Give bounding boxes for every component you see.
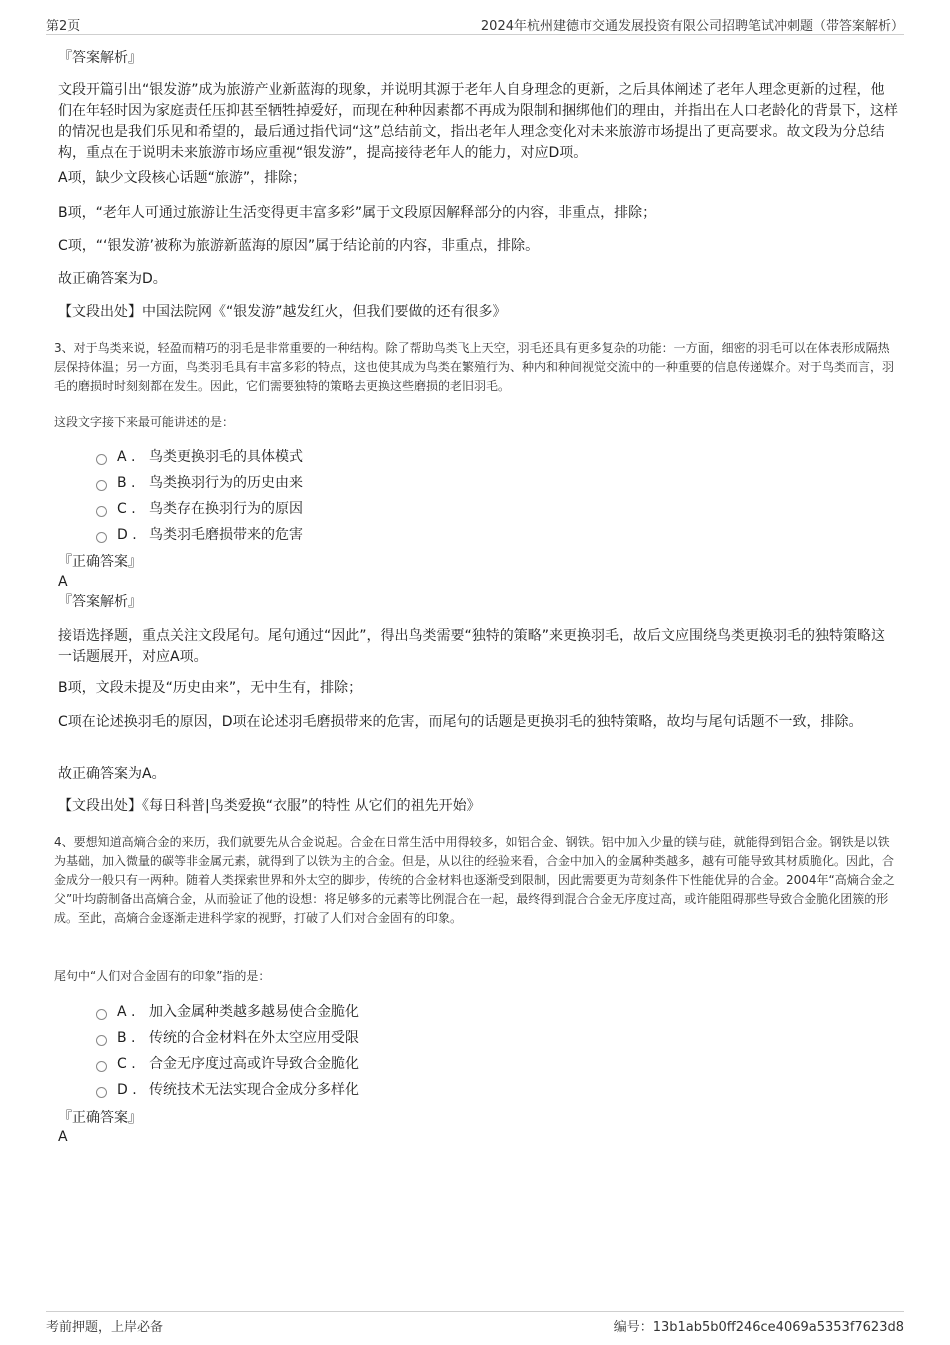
question-4-option-c[interactable]: C . 合金无序度过高或许导致合金脆化 bbox=[96, 1053, 359, 1075]
analysis-text: 接语选择题，重点关注文段尾句。尾句通过“因此”，得出鸟类需要“独特的策略”来更换羽毛，故后文应围绕鸟类更换羽毛的独特策略这一话题展开，对应A项。 bbox=[58, 628, 886, 665]
analysis-label: 『答案解析』 bbox=[58, 594, 142, 610]
analysis-label: 『答案解析』 bbox=[58, 50, 142, 66]
question-3-prompt: 这段文字接下来最可能讲述的是： bbox=[54, 415, 235, 429]
footer-slogan: 考前押题，上岸必备 bbox=[46, 1320, 164, 1335]
analysis-option-b: B项，“老年人可通过旅游让生活变得更丰富多彩”属于文段原因解释部分的内容，非重点，排除； bbox=[58, 205, 657, 221]
passage-source: 【文段出处】《每日科普|鸟类爱换“衣服”的特性 从它们的祖先开始》 bbox=[58, 798, 481, 814]
question-3-option-b[interactable]: B . 鸟类换羽行为的历史由来 bbox=[96, 472, 303, 494]
analysis-conclusion: 故正确答案为A。 bbox=[58, 766, 166, 782]
analysis-option-a: A项，缺少文段核心话题“旅游”，排除； bbox=[58, 170, 307, 186]
analysis-option-b: B项，文段未提及“历史由来”，无中生有，排除； bbox=[58, 680, 363, 696]
correct-answer-label: 『正确答案』 bbox=[58, 1110, 142, 1126]
document-id: 编号：13b1ab5b0ff246ce4069a5353f7623d8 bbox=[613, 1320, 904, 1335]
radio-button[interactable] bbox=[96, 506, 107, 517]
question-3-option-a[interactable]: A . 鸟类更换羽毛的具体模式 bbox=[96, 446, 303, 468]
correct-answer: A bbox=[58, 574, 68, 590]
question-4-prompt: 尾句中“人们对合金固有的印象”指的是： bbox=[54, 969, 271, 983]
radio-button[interactable] bbox=[96, 1035, 107, 1046]
correct-answer-label: 『正确答案』 bbox=[58, 554, 142, 570]
question-4-option-b[interactable]: B . 传统的合金材料在外太空应用受限 bbox=[96, 1027, 359, 1049]
document-title: 2024年杭州建德市交通发展投资有限公司招聘笔试冲刺题（带答案解析） bbox=[480, 19, 904, 34]
analysis-text: 文段开篇引出“银发游”成为旅游产业新蓝海的现象，并说明其源于老年人自身理念的更新，之后具体阐述了老年人理念更新的过程，他们在年轻时因为家庭责任压抑甚至牺牲掉爱好，而现在种种因素都不再成为限制和捆绑他们的理由，并指出在人口老龄化的背景下，这样的情况也是我们乐见和希望的，最后通过指代词“这”总结前文，指出老年人理念变化对未来旅游市场提出了更高要求。故文段为分总结构，重点在于说明未来旅游市场应重视“银发游”，提高接待老年人的能力，对应D项。 bbox=[58, 82, 898, 161]
radio-button[interactable] bbox=[96, 480, 107, 491]
page-header bbox=[46, 12, 904, 35]
radio-button[interactable] bbox=[96, 454, 107, 465]
question-4-option-a[interactable]: A . 加入金属种类越多越易使合金脆化 bbox=[96, 1001, 359, 1023]
question-3-option-c[interactable]: C . 鸟类存在换羽行为的原因 bbox=[96, 498, 303, 520]
question-3-option-d[interactable]: D . 鸟类羽毛磨损带来的危害 bbox=[96, 524, 303, 546]
page-footer bbox=[46, 1311, 904, 1336]
page-number: 第2页 bbox=[46, 19, 81, 34]
passage-source: 【文段出处】中国法院网《“银发游”越发红火，但我们要做的还有很多》 bbox=[58, 304, 507, 320]
question-4-text: 4、要想知道高熵合金的来历，我们就要先从合金说起。合金在日常生活中用得较多，如铝合金、钢铁。铝中加入少量的镁与硅，就能得到铝合金。钢铁是以铁为基础，加入微量的碳等非金属元素，就得到了以铁为主的合金。但是，从以往的经验来看，合金中加入的金属种类越多，越有可能导致其材质脆化。因此，合金成分一般只有一两种。随着人类探索世界和外太空的脚步，传统的合金材料也逐渐受到限制，因此需要更为苛刻条件下性能优异的合金。2004年“高熵合金之父”叶均蔚制备出高熵合金，从而验证了他的设想：将足够多的元素等比例混合在一起，最终得到混合合金无序度过高，或许能阻碍那些导致合金脆化团簇的形成。至此，高熵合金逐渐走进科学家的视野，打破了人们对合金固有的印象。 bbox=[54, 835, 895, 925]
radio-button[interactable] bbox=[96, 1009, 107, 1020]
analysis-option-c: C项，“‘银发游’被称为旅游新蓝海的原因”属于结论前的内容，非重点，排除。 bbox=[58, 238, 540, 254]
question-4-option-d[interactable]: D . 传统技术无法实现合金成分多样化 bbox=[96, 1079, 359, 1101]
correct-answer: A bbox=[58, 1129, 68, 1145]
radio-button[interactable] bbox=[96, 1087, 107, 1098]
analysis-conclusion: 故正确答案为D。 bbox=[58, 271, 167, 287]
question-3-text: 3、对于鸟类来说，轻盈而精巧的羽毛是非常重要的一种结构。除了帮助鸟类飞上天空，羽毛还具有更多复杂的功能：一方面，细密的羽毛可以在体表形成隔热层保持体温；另一方面，鸟类羽毛具有丰富多彩的特点，这也使其成为鸟类在繁殖行为、种内和种间视觉交流中的一种重要的信息传递媒介。对于鸟类而言，羽毛的磨损时时刻刻都在发生。因此，它们需要独特的策略去更换这些磨损的老旧羽毛。 bbox=[54, 341, 895, 393]
analysis-option-cd: C项在论述换羽毛的原因，D项在论述羽毛磨损带来的危害，而尾句的话题是更换羽毛的独特策略，故均与尾句话题不一致，排除。 bbox=[58, 714, 863, 730]
radio-button[interactable] bbox=[96, 1061, 107, 1072]
radio-button[interactable] bbox=[96, 532, 107, 543]
